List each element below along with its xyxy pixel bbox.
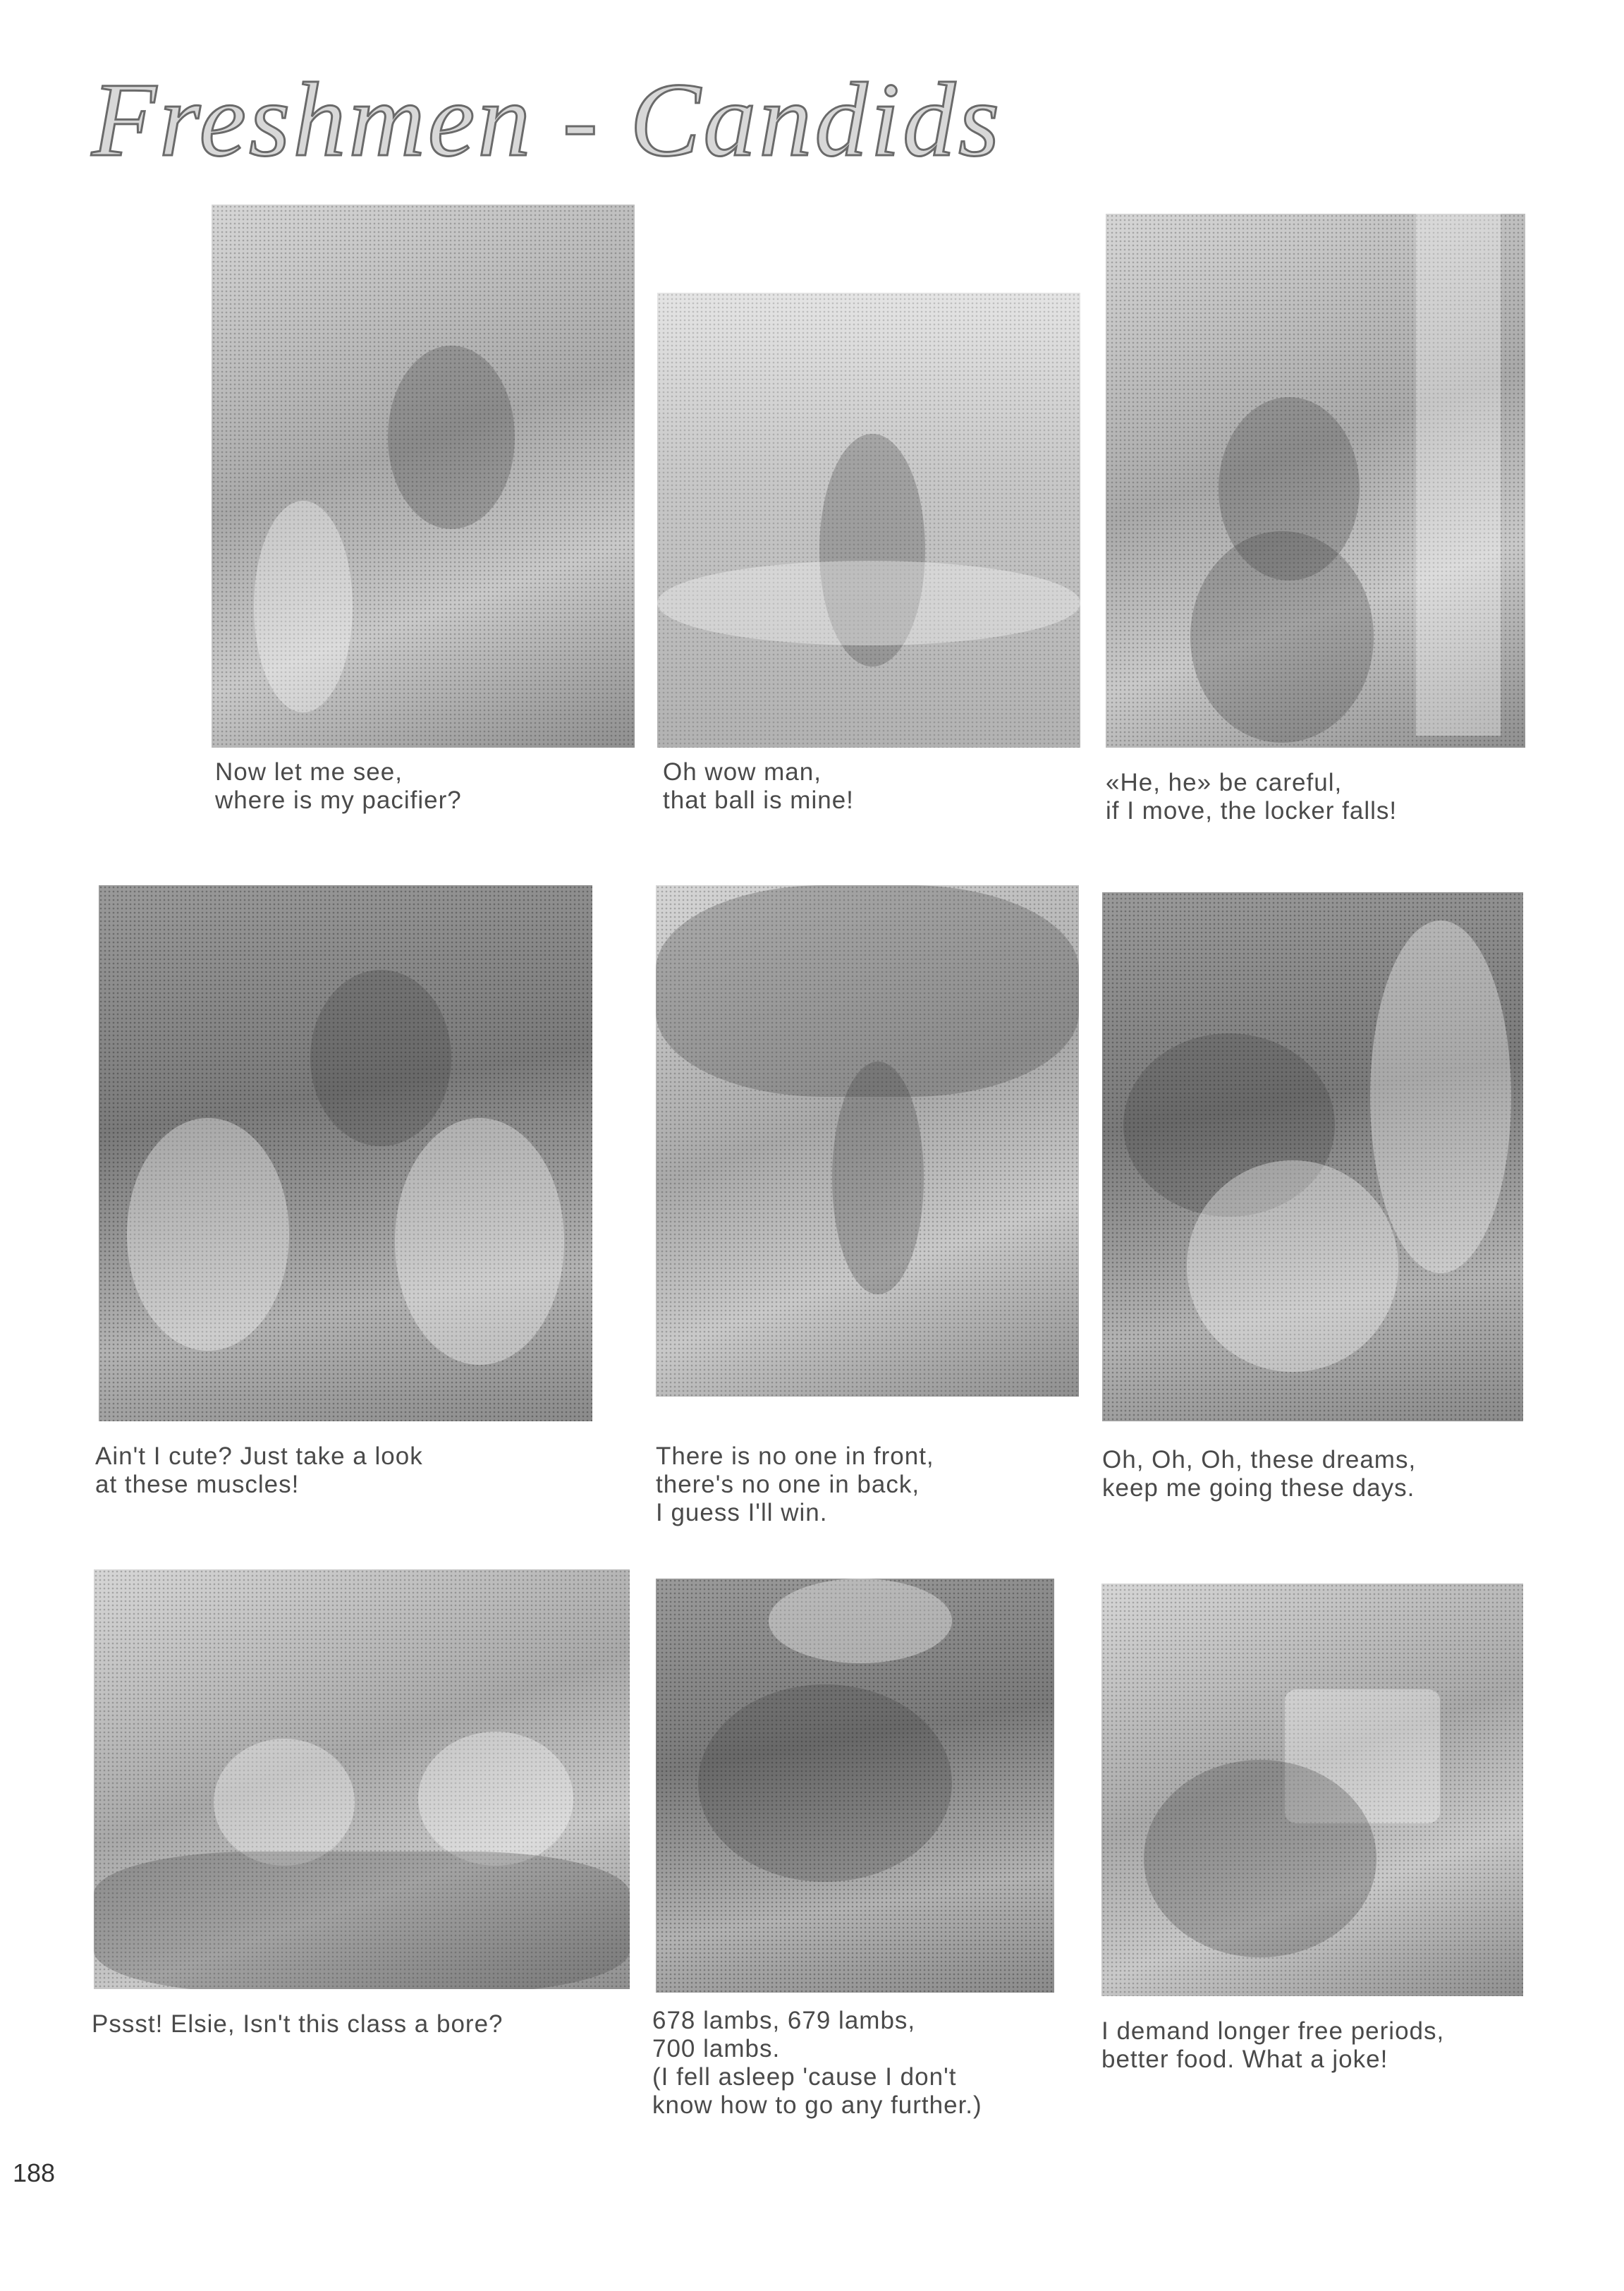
caption-ball-player: Oh wow man, that ball is mine! [663, 758, 854, 814]
photo-runner [656, 885, 1079, 1397]
caption-locker: «He, he» be careful, if I move, the locker falls! [1106, 769, 1398, 825]
page-title: Freshmen - Candids [92, 61, 1003, 178]
caption-runner: There is no one in front, there's no one in back, I guess I'll win. [656, 1442, 934, 1526]
photo-muscles [99, 885, 592, 1421]
photo-class-bore [94, 1569, 630, 1989]
caption-lambs: 678 lambs, 679 lambs, 700 lambs. (I fell asleep 'cause I don't know how to go any further.) [652, 2007, 982, 2119]
caption-free-periods: I demand longer free periods, better food. What a joke! [1101, 2017, 1445, 2073]
photo-dreams [1102, 892, 1523, 1421]
photo-pacifier [212, 205, 635, 748]
caption-class-bore: Pssst! Elsie, Isn't this class a bore? [92, 2010, 503, 2038]
photo-lambs [656, 1579, 1054, 1993]
photo-ball-player [657, 293, 1080, 748]
photo-free-periods [1101, 1584, 1523, 1996]
caption-muscles: Ain't I cute? Just take a look at these muscles! [95, 1442, 423, 1498]
caption-pacifier: Now let me see, where is my pacifier? [215, 758, 462, 814]
photo-locker [1106, 214, 1525, 748]
page-number: 188 [13, 2158, 56, 2187]
caption-dreams: Oh, Oh, Oh, these dreams, keep me going these days. [1102, 1446, 1417, 1502]
